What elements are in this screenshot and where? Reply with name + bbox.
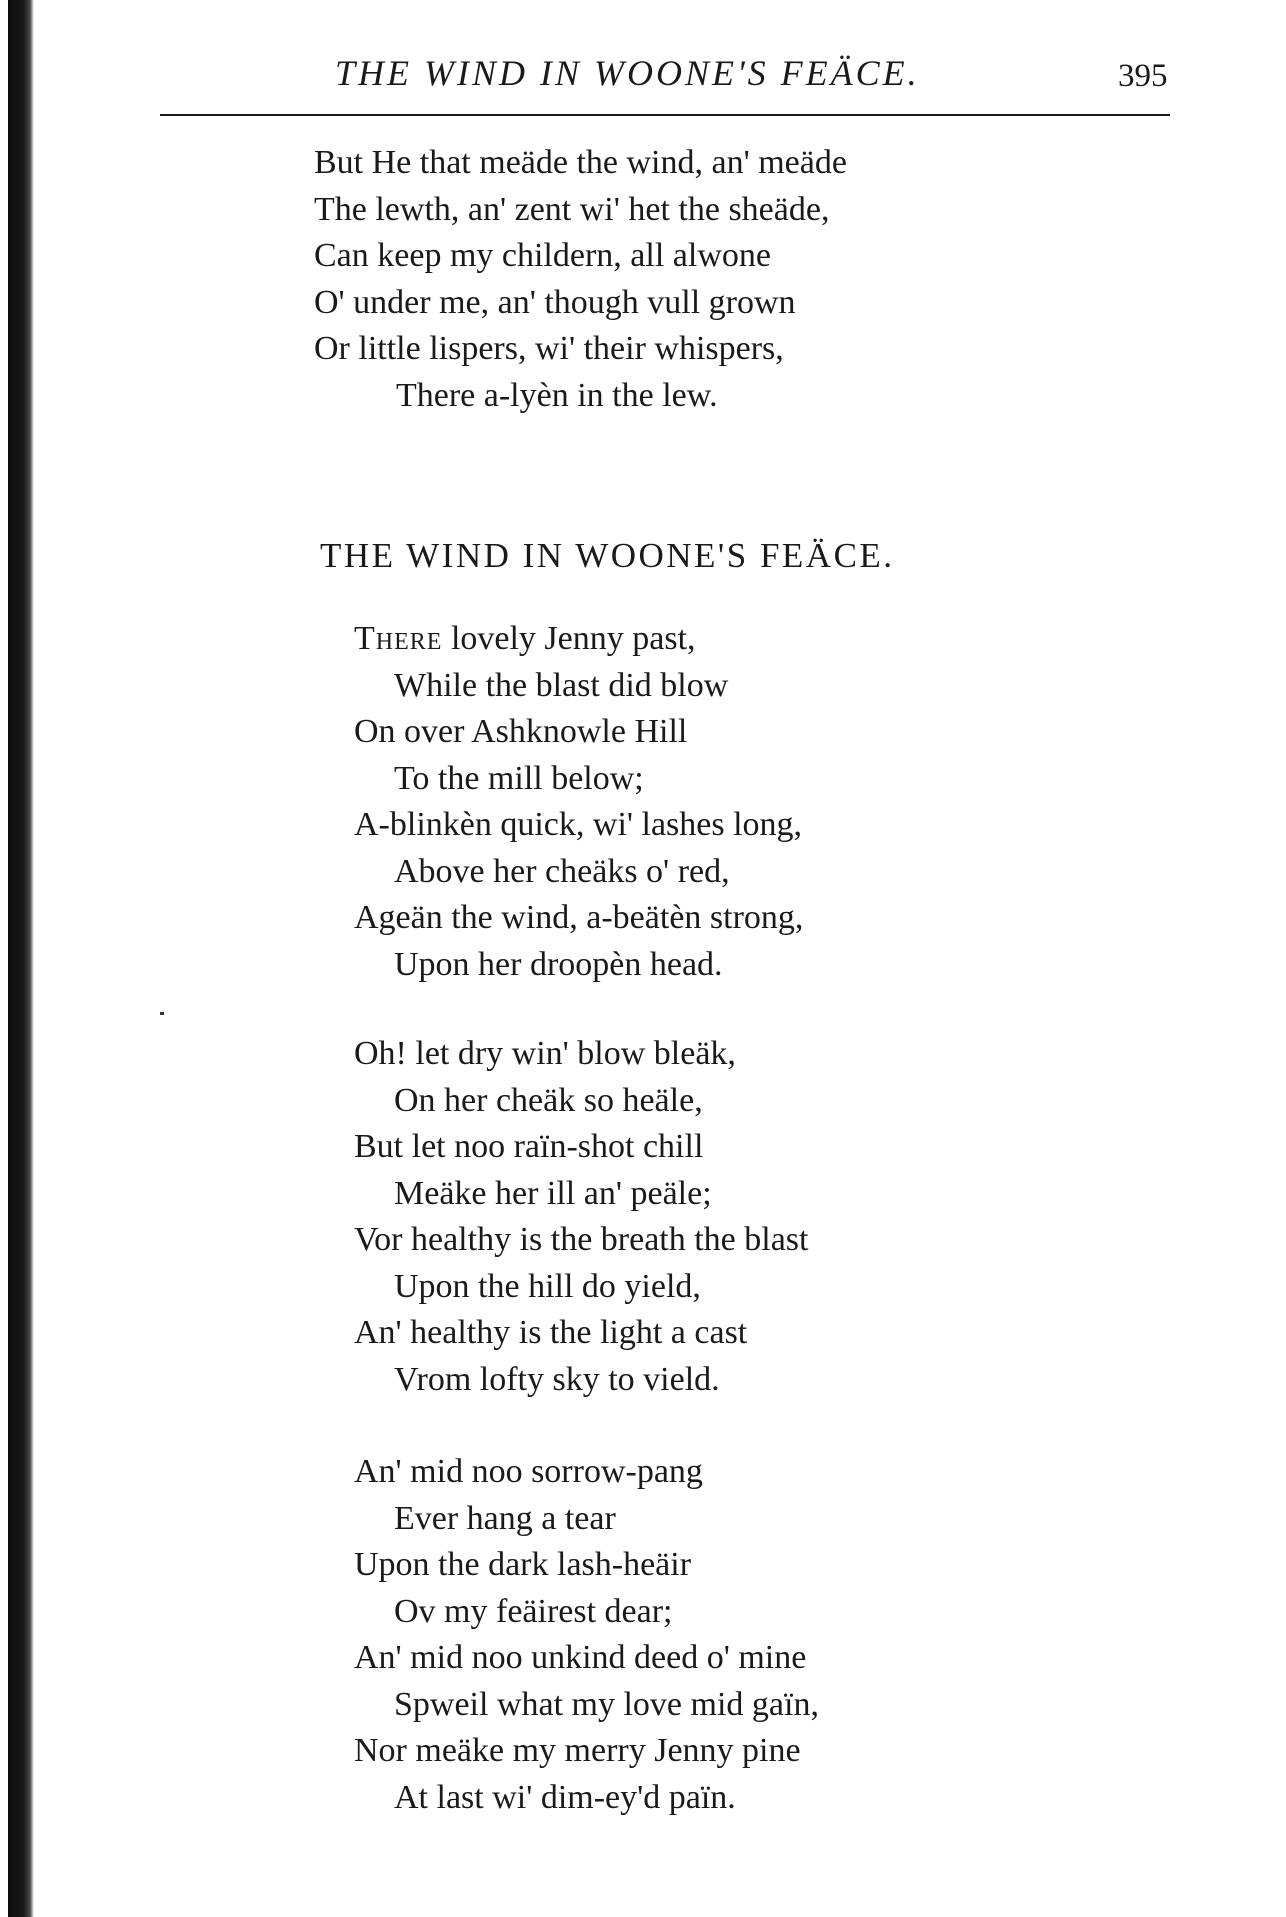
poem-line: Nor meäke my merry Jenny pine bbox=[354, 1732, 801, 1769]
poem-line: Spweil what my love mid gaïn, bbox=[394, 1685, 819, 1723]
poem-line: Ov my feäirest dear; bbox=[394, 1592, 673, 1630]
poem-line: An' mid noo unkind deed o' mine bbox=[354, 1639, 807, 1676]
poem-line: There a-lyèn in the lew. bbox=[396, 376, 718, 414]
poem-line: But He that meäde the wind, an' meäde bbox=[314, 144, 847, 181]
poem-line: An' healthy is the light a cast bbox=[354, 1314, 748, 1351]
poem-stanza-2 bbox=[354, 1031, 808, 1403]
header-rule bbox=[160, 114, 1170, 116]
poem-line: Vrom lofty sky to vield. bbox=[394, 1360, 720, 1398]
previous-poem-stanza bbox=[314, 140, 847, 419]
poem-line: A-blinkèn quick, wi' lashes long, bbox=[354, 806, 803, 843]
poem-line: Ageän the wind, a-beätèn strong, bbox=[354, 899, 804, 936]
poem-line: O' under me, an' though vull grown bbox=[314, 283, 796, 321]
poem-line: Can keep my childern, all alwone bbox=[314, 237, 771, 274]
poem-stanza-3 bbox=[354, 1449, 819, 1821]
poem-line: Vor healthy is the breath the blast bbox=[354, 1221, 809, 1258]
poem-line: But let noo raïn-shot chill bbox=[354, 1128, 704, 1165]
stray-ink-mark bbox=[160, 1012, 164, 1015]
poem-line: Upon the dark lash-heäir bbox=[354, 1546, 692, 1583]
poem-line bbox=[354, 616, 803, 663]
poem-line: On her cheäk so heäle, bbox=[394, 1081, 703, 1119]
poem-line: Upon the hill do yield, bbox=[394, 1267, 701, 1305]
poem-line: The lewth, an' zent wi' het the sheäde, bbox=[314, 190, 830, 228]
poem-line: Meäke her ill an' peäle; bbox=[394, 1174, 712, 1212]
poem-line: An' mid noo sorrow-pang bbox=[354, 1453, 703, 1490]
first-line-rest: lovely Jenny past, bbox=[442, 620, 696, 657]
poem-line: At last wi' dim-ey'd païn. bbox=[394, 1778, 736, 1816]
poem-title: THE WIND IN WOONE'S FEÄCE. bbox=[320, 536, 895, 575]
book-spine-edge bbox=[8, 0, 34, 1917]
poem-line: Ever hang a tear bbox=[394, 1499, 616, 1537]
poem-line: Or little lispers, wi' their whispers, bbox=[314, 330, 784, 367]
first-word-small-caps: There bbox=[354, 620, 443, 657]
poem-line: Above her cheäks o' red, bbox=[394, 852, 730, 890]
poem-line: To the mill below; bbox=[394, 759, 644, 797]
poem-line: On over Ashknowle Hill bbox=[354, 713, 688, 750]
poem-line: Upon her droopèn head. bbox=[394, 945, 723, 983]
page-number: 395 bbox=[1118, 58, 1168, 94]
poem-line: Oh! let dry win' blow bleäk, bbox=[354, 1035, 736, 1072]
poem-stanza-1 bbox=[354, 616, 803, 988]
running-title: THE WIND IN WOONE'S FEÄCE. bbox=[335, 53, 920, 93]
poem-line: While the blast did blow bbox=[394, 666, 729, 704]
